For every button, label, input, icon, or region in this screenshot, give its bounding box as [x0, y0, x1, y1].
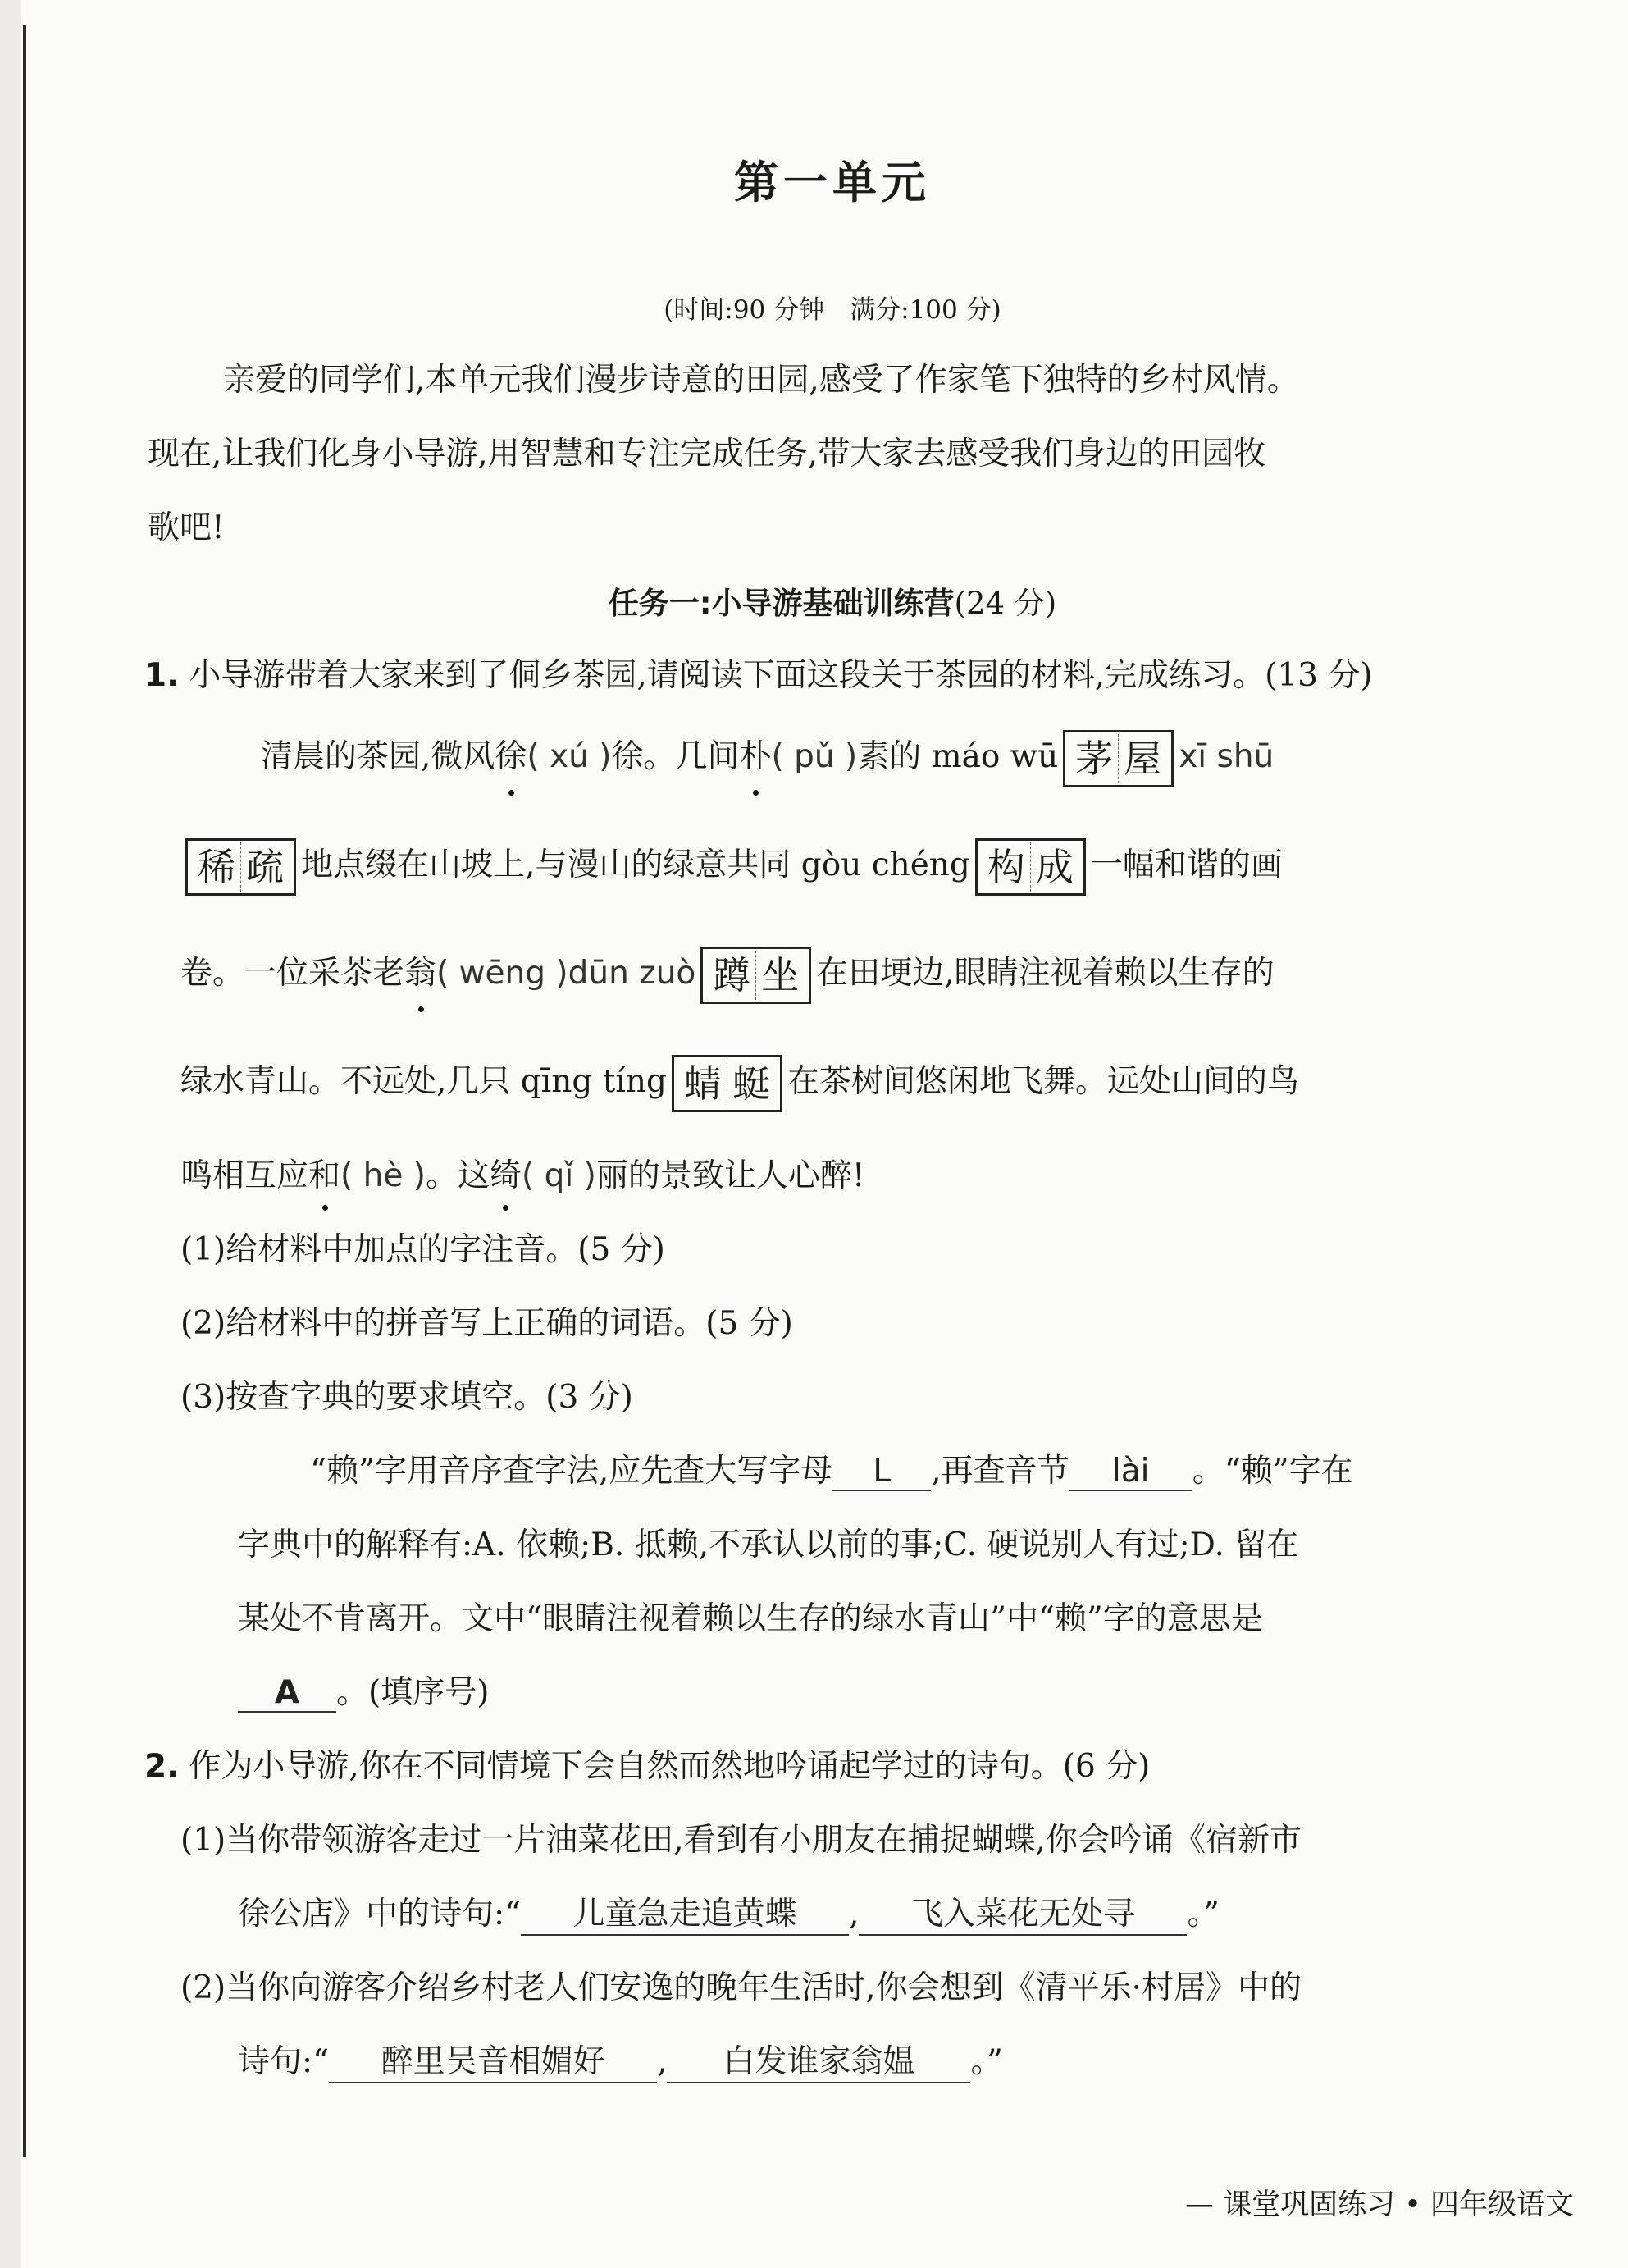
task1-score: (24 分): [954, 586, 1057, 621]
box-char: 构: [987, 845, 1025, 889]
box-char: 稀: [198, 845, 235, 889]
poem-answer: 儿童急走追黄蝶: [521, 1888, 849, 1936]
word-box: [1063, 730, 1174, 787]
scan-margin: [0, 0, 21, 2268]
passage-pinyin: xī shū: [1179, 738, 1275, 775]
dict-text: “赖”字用音序查字法,应先查大写字母: [310, 1453, 833, 1490]
box-char: 茅: [1075, 737, 1114, 781]
word-box: [975, 838, 1086, 896]
passage-pinyin: 素的 máo wū: [857, 738, 1059, 775]
q1-number: 1.: [144, 657, 179, 694]
dict-text: ,再查音节: [931, 1453, 1069, 1490]
dotted-char: 朴: [739, 728, 771, 786]
intro-line-1: 亲爱的同学们,本单元我们漫步诗意的田园,感受了作家笔下独特的乡村风情。: [223, 362, 1299, 399]
q2-text: 。”: [1187, 1896, 1220, 1933]
dict-answer-syllable: lài: [1069, 1453, 1192, 1491]
dict-answer-meaning: A: [238, 1674, 336, 1713]
passage-text: 绿水青山。不远处,几只 qīng tíng: [180, 1063, 667, 1100]
q2-text: 诗句:“: [238, 2043, 330, 2080]
q2-text: 徐公店》中的诗句:“: [238, 1896, 522, 1933]
dict-line-2: 字典中的解释有:A. 依赖;B. 抵赖,不承认以前的事;C. 硬说别人有过;D. 留在: [238, 1526, 1299, 1563]
passage-text: 丽的景致让人心醉!: [595, 1157, 865, 1194]
page-footer: — 课堂巩固练习 • 四年级语文: [1185, 2188, 1575, 2221]
box-char: 成: [1030, 842, 1078, 892]
exam-meta: (时间:90 分钟 满分:100 分): [664, 295, 1001, 325]
passage-text: 在田埂边,眼睛注视着赖以生存的: [816, 955, 1275, 992]
dict-line-3: 某处不肯离开。文中“眼睛注视着赖以生存的绿水青山”中“赖”字的意思是: [238, 1600, 1263, 1637]
passage-text: 清晨的茶园,微风: [261, 738, 495, 775]
passage-text: 。这: [425, 1157, 490, 1194]
passage-text: 地点缀在山坡上,与漫山的绿意共同 gòu chéng: [301, 847, 970, 883]
pinyin-answer: ( hè ): [340, 1157, 426, 1194]
q2-text: 作为小导游,你在不同情境下会自然而然地吟诵起学过的诗句。(6 分): [189, 1748, 1151, 1785]
poem-answer: 飞入菜花无处寻: [859, 1888, 1187, 1936]
passage-line-2: [180, 837, 1283, 896]
box-char: 蹲: [713, 953, 751, 997]
passage-line-5: [180, 1152, 865, 1201]
box-char: 蜓: [727, 1059, 775, 1108]
passage-pinyin: dūn zuò: [568, 955, 696, 992]
poem-answer: 醉里吴音相媚好: [329, 2036, 657, 2083]
q1-sub-3: (3)按查字典的要求填空。(3 分): [180, 1379, 633, 1416]
word-box: [672, 1055, 782, 1112]
page-title: 第一单元: [734, 157, 931, 208]
intro-line-2: 现在,让我们化身小导游,用智慧和专注完成任务,带大家去感受我们身边的田园牧: [148, 436, 1266, 472]
passage-line-1: [261, 728, 1274, 787]
dict-line-4: [238, 1667, 489, 1713]
dotted-char: 徐: [495, 728, 527, 786]
q2-sub-2-line-2: [238, 2036, 1003, 2083]
box-char: 蜻: [683, 1061, 722, 1106]
box-char: 坐: [755, 951, 804, 1000]
intro-line-3: 歌吧!: [148, 509, 225, 546]
dict-line-1: [310, 1445, 1353, 1491]
binding-line: [23, 25, 26, 2157]
pinyin-answer: ( wēng ): [436, 955, 568, 992]
q2-stem: [144, 1741, 1150, 1787]
q2-sub-2-line-1: (2)当你向游客介绍乡村老人们安逸的晚年生活时,你会想到《清平乐·村居》中的: [180, 1969, 1302, 2006]
dict-text: 。“赖”字在: [1192, 1453, 1353, 1490]
q1-sub-1: (1)给材料中加点的字注音。(5 分): [180, 1231, 665, 1268]
q1-sub-2: (2)给材料中的拼音写上正确的词语。(5 分): [180, 1305, 793, 1342]
passage-line-3: [180, 945, 1275, 1004]
box-char: 疏: [240, 842, 289, 892]
passage-text: 鸣相互应: [180, 1157, 309, 1194]
task1-title: 任务一:小导游基础训练营: [608, 586, 955, 621]
word-box: [700, 947, 811, 1004]
q1-stem: [144, 650, 1373, 696]
dotted-char: 和: [308, 1152, 340, 1201]
q2-text: ,: [849, 1896, 860, 1933]
box-char: 屋: [1118, 734, 1166, 783]
q2-text: 。”: [970, 2043, 1003, 2080]
poem-answer: 白发谁家翁媪: [667, 2036, 970, 2083]
passage-line-4: [180, 1053, 1299, 1112]
dotted-char: 绮: [490, 1152, 522, 1201]
passage-text: 在茶树间悠闲地飞舞。远处山间的鸟: [787, 1063, 1299, 1100]
q2-number: 2.: [144, 1748, 179, 1785]
q2-text: ,: [657, 2043, 668, 2080]
passage-text: 徐。几间: [611, 738, 740, 775]
dict-answer-letter: L: [832, 1453, 931, 1491]
q2-sub-1-line-1: (1)当你带领游客走过一片油菜花田,看到有小朋友在捕捉蝴蝶,你会吟诵《宿新市: [180, 1822, 1302, 1859]
dict-text: 。(填序号): [336, 1674, 490, 1711]
dotted-char: 翁: [404, 945, 436, 1002]
q2-sub-1-line-2: [238, 1888, 1220, 1936]
passage-text: 卷。一位采茶老: [180, 955, 405, 992]
task1-heading: [0, 578, 1628, 623]
pinyin-answer: ( qǐ ): [522, 1157, 596, 1194]
q1-text: 小导游带着大家来到了侗乡茶园,请阅读下面这段关于茶园的材料,完成练习。(13 分): [189, 657, 1373, 694]
passage-text: 一幅和谐的画: [1090, 847, 1283, 883]
pinyin-answer: ( xú ): [527, 738, 612, 775]
word-box: [185, 838, 296, 896]
pinyin-answer: ( pǔ ): [771, 738, 858, 775]
